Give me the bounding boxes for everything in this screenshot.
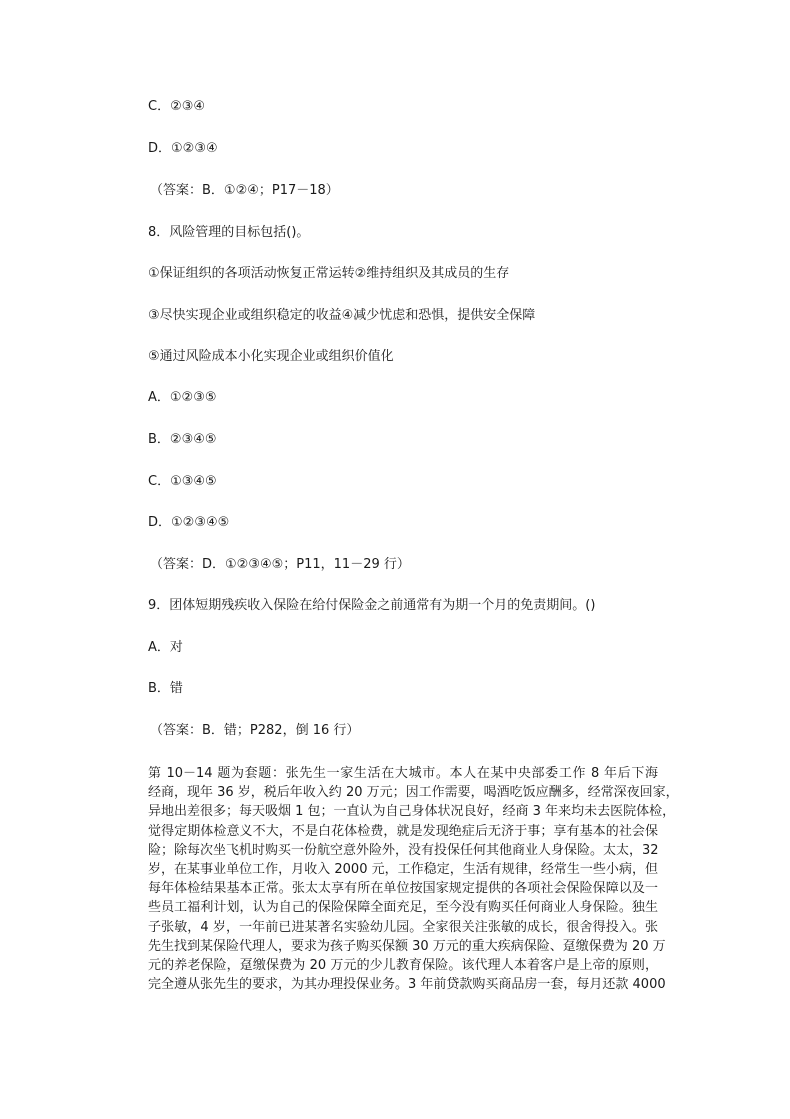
case-line: 觉得定期体检意义不大，不是白花体检费，就是发现绝症后无济于事；享有基本的社会保 <box>148 823 658 839</box>
case-line: 岁，在某事业单位工作，月收入 2000 元，工作稳定，生活有规律，经常生一些小病，但 <box>148 862 658 878</box>
question-8: 8．风险管理的目标包括()。 <box>148 225 310 240</box>
question-9-option-b: B．错 <box>148 681 183 696</box>
case-line: 每年体检结果基本正常。张太太享有所在单位按国家规定提供的各项社会保险保障以及一 <box>148 881 658 897</box>
case-study-paragraph <box>148 764 679 994</box>
question-8-item-1: ①保证组织的各项活动恢复正常运转②维持组织及其成员的生存 <box>148 266 510 281</box>
case-line: 些员工福利计划，认为自己的保险保障全面充足，至今没有购买任何商业人身保险。独生 <box>148 900 658 916</box>
case-line: 异地出差很多；每天吸烟 1 包；一直认为自己身体状况良好，经商 3 年来均未去医院体检， <box>148 804 676 820</box>
case-line: 完全遵从张先生的要求，为其办理投保业务。3 年前贷款购买商品房一套，每月还款 4000 <box>148 977 666 993</box>
question-8-option-a: A．①②③⑤ <box>148 390 217 405</box>
question-8-option-c: C．①③④⑤ <box>148 474 217 489</box>
case-line: 元的养老保险，趸缴保费为 20 万元的少儿教育保险。该代理人本着客户是上帝的原则， <box>148 958 658 974</box>
case-line: 先生找到某保险代理人，要求为孩子购买保额 30 万元的重大疾病保险、趸缴保费为 20 万 <box>148 938 666 954</box>
question-9-option-a: A．对 <box>148 640 183 655</box>
answer-question-7: （答案：B．①②④；P17－18） <box>150 183 339 198</box>
question-9: 9．团体短期残疾收入保险在给付保险金之前通常有为期一个月的免责期间。() <box>148 598 596 613</box>
question-8-item-3: ⑤通过风险成本小化实现企业或组织价值化 <box>148 349 394 364</box>
question-8-option-d: D．①②③④⑤ <box>148 515 230 530</box>
case-line: 第 10－14 题为套题：张先生一家生活在大城市。本人在某中央部委工作 8 年后下海 <box>148 766 658 781</box>
case-line: 经商，现年 36 岁，税后年收入约 20 万元；因工作需要，喝酒吃饭应酬多，经常深夜回家， <box>148 785 679 801</box>
answer-question-8: （答案：D．①②③④⑤；P11，11－29 行） <box>150 557 410 572</box>
case-line: 子张敏，4 岁，一年前已进某著名实验幼儿园。全家很关注张敏的成长，很舍得投入。张 <box>148 919 658 935</box>
question-8-item-2: ③尽快实现企业或组织稳定的收益④减少忧虑和恐惧，提供安全保障 <box>148 308 536 323</box>
question-8-option-b: B．②③④⑤ <box>148 432 217 447</box>
option-d-previous: D．①②③④ <box>148 141 218 156</box>
option-c-previous: C．②③④ <box>148 99 206 114</box>
case-line: 险；除每次坐飞机时购买一份航空意外险外，没有投保任何其他商业人身保险。太太，32 <box>148 842 659 858</box>
answer-question-9: （答案：B．错；P282，倒 16 行） <box>150 723 360 738</box>
